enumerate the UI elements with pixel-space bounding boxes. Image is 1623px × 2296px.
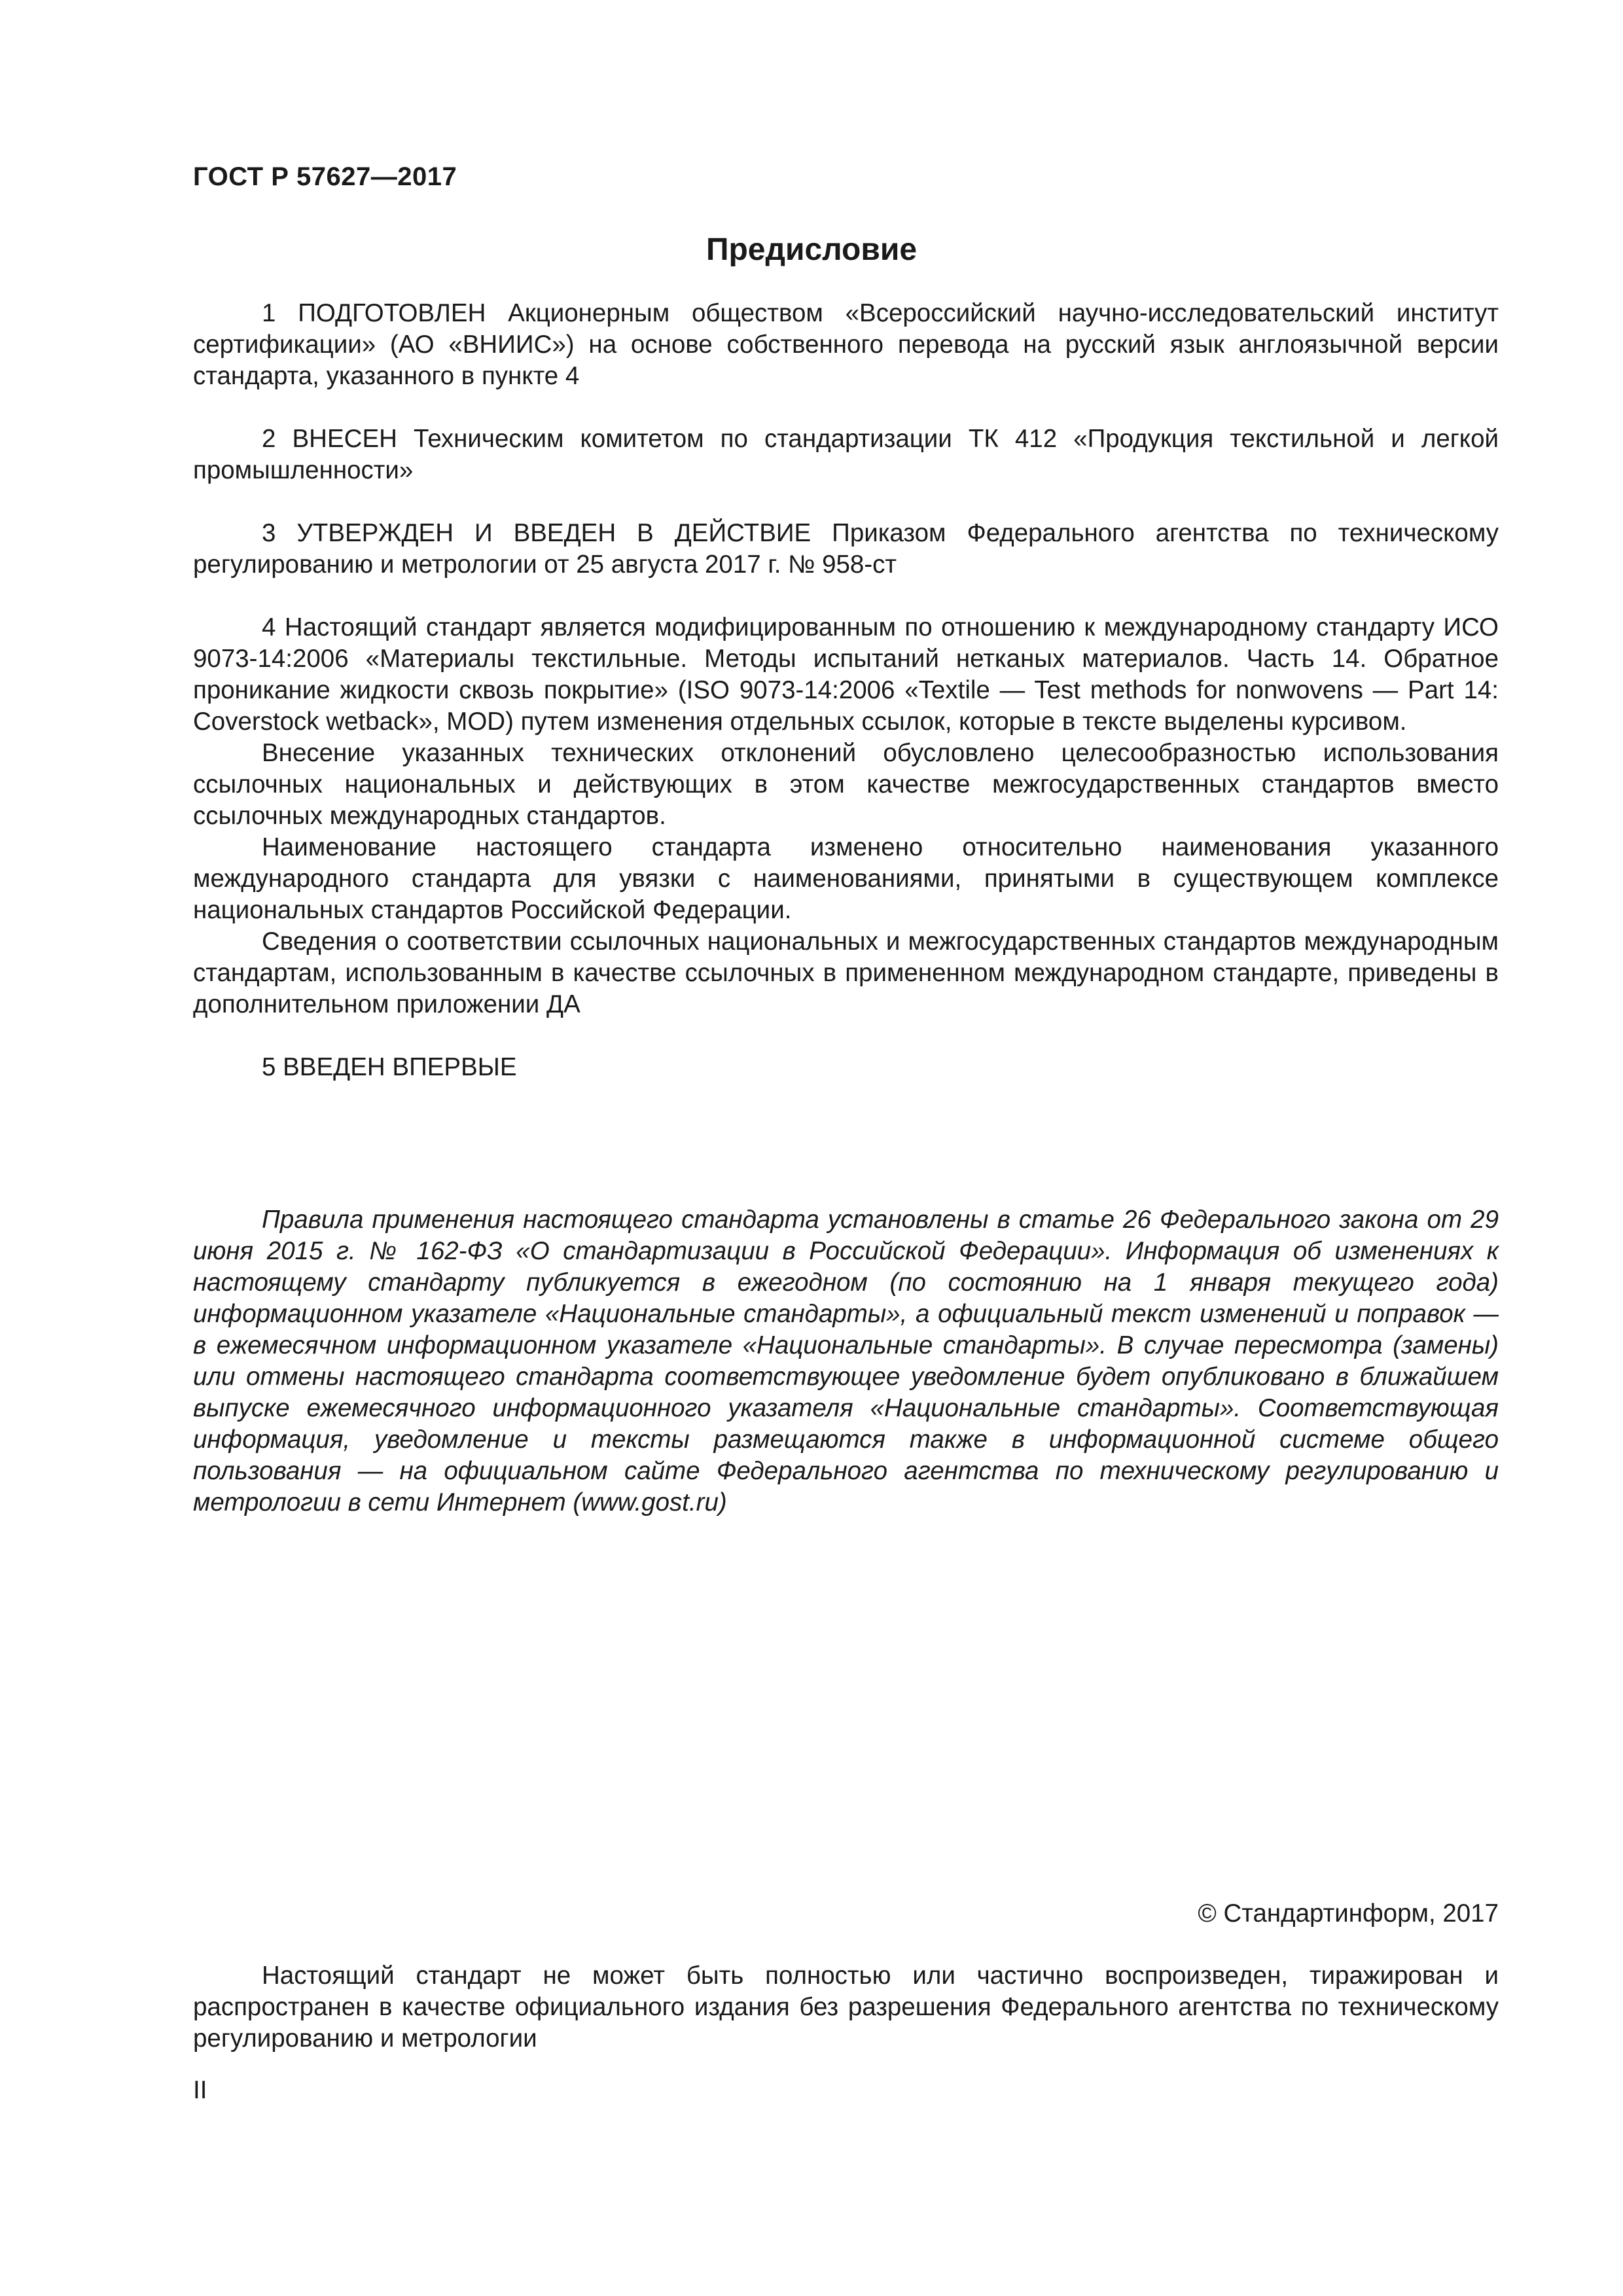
application-rules-notice: Правила применения настоящего стандарта установлены в статье 26 Федерального закона от 29 июня 2015 г. № 162-ФЗ «О стандартизации в Российской Федерации». Информация об изменениях к настоящему стандарту публикуется в ежегодном (по состоянию на 1 января текущего года) информационном указателе «Национальные стандарты», а официальный текст изменений и поправок — в ежемесячном информационном указателе «Национальные стандарты». В случае пересмотра (замены) или отмены настоящего стандарта соответствующее уведомление будет опубликовано в ближайшем выпуске ежемесячного информационного указателя «Национальные стандарты». Соответствующая информация, уведомление и тексты размещаются также в информационной системе общего пользования — на официальном сайте Федерального агентства по техническому регулированию и метрологии в сети Интернет (www.gost.ru)	[193, 1206, 1499, 1516]
page-title: Предисловие	[705, 232, 918, 267]
preface-item-2: 2 ВНЕСЕН Техническим комитетом по стандартизации ТК 412 «Продукция текстильной и легкой промышленности»	[193, 425, 1499, 484]
preface-item-3: 3 УТВЕРЖДЕН И ВВЕДЕН В ДЕЙСТВИЕ Приказом Федерального агентства по техническому регулированию и метрологии от 25 августа 2017 г. № 958-ст	[193, 519, 1499, 579]
preface-item-4: 4 Настоящий стандарт является модифицированным по отношению к международному стандарту ИСО 9073-14:2006 «Материалы текстильные. Методы испытаний нетканых материалов. Часть 14. Обратное проникание жидкости сквозь покрытие» (ISO 9073-14:2006 «Textile — Test methods for nonwovens — Part 14: Coverstock wetback», MOD) путем изменения отдельных ссылок, которые в тексте выделены курсивом.	[193, 613, 1499, 736]
preface-body	[193, 298, 1499, 1083]
preface-item-1: 1 ПОДГОТОВЛЕН Акционерным обществом «Всероссийский научно-исследовательский институт сертификации» (АО «ВНИИС») на основе собственного перевода на русский язык англоязычной версии стандарта, указанного в пункте 4	[193, 299, 1499, 390]
preface-item-4-references: Сведения о соответствии ссылочных национальных и межгосударственных стандартов международным стандартам, использованным в качестве ссылочных в примененном международном стандарте, приведены в дополнительном приложении ДА	[193, 927, 1499, 1018]
standard-number: ГОСТ Р 57627—2017	[193, 162, 457, 191]
copyright-line: © Стандартинформ, 2017	[1198, 1899, 1499, 1928]
page-number: II	[193, 2076, 207, 2104]
reproduction-notice: Настоящий стандарт не может быть полностью или частично воспроизведен, тиражирован и распространен в качестве официального издания без разрешения Федерального агентства по техническому регулированию и метрологии	[193, 1962, 1499, 2053]
preface-item-4-deviations: Внесение указанных технических отклонений обусловлено целесообразностью использования ссылочных национальных и действующих в этом качестве межгосударственных стандартов вместо ссылочных международных стандартов.	[193, 739, 1499, 830]
preface-item-4-title-change: Наименование настоящего стандарта изменено относительно наименования указанного международного стандарта для увязки с наименованиями, принятыми в существующем комплексе национальных стандартов Российской Федерации.	[193, 833, 1499, 924]
preface-item-5: 5 ВВЕДЕН ВПЕРВЫЕ	[262, 1053, 517, 1081]
